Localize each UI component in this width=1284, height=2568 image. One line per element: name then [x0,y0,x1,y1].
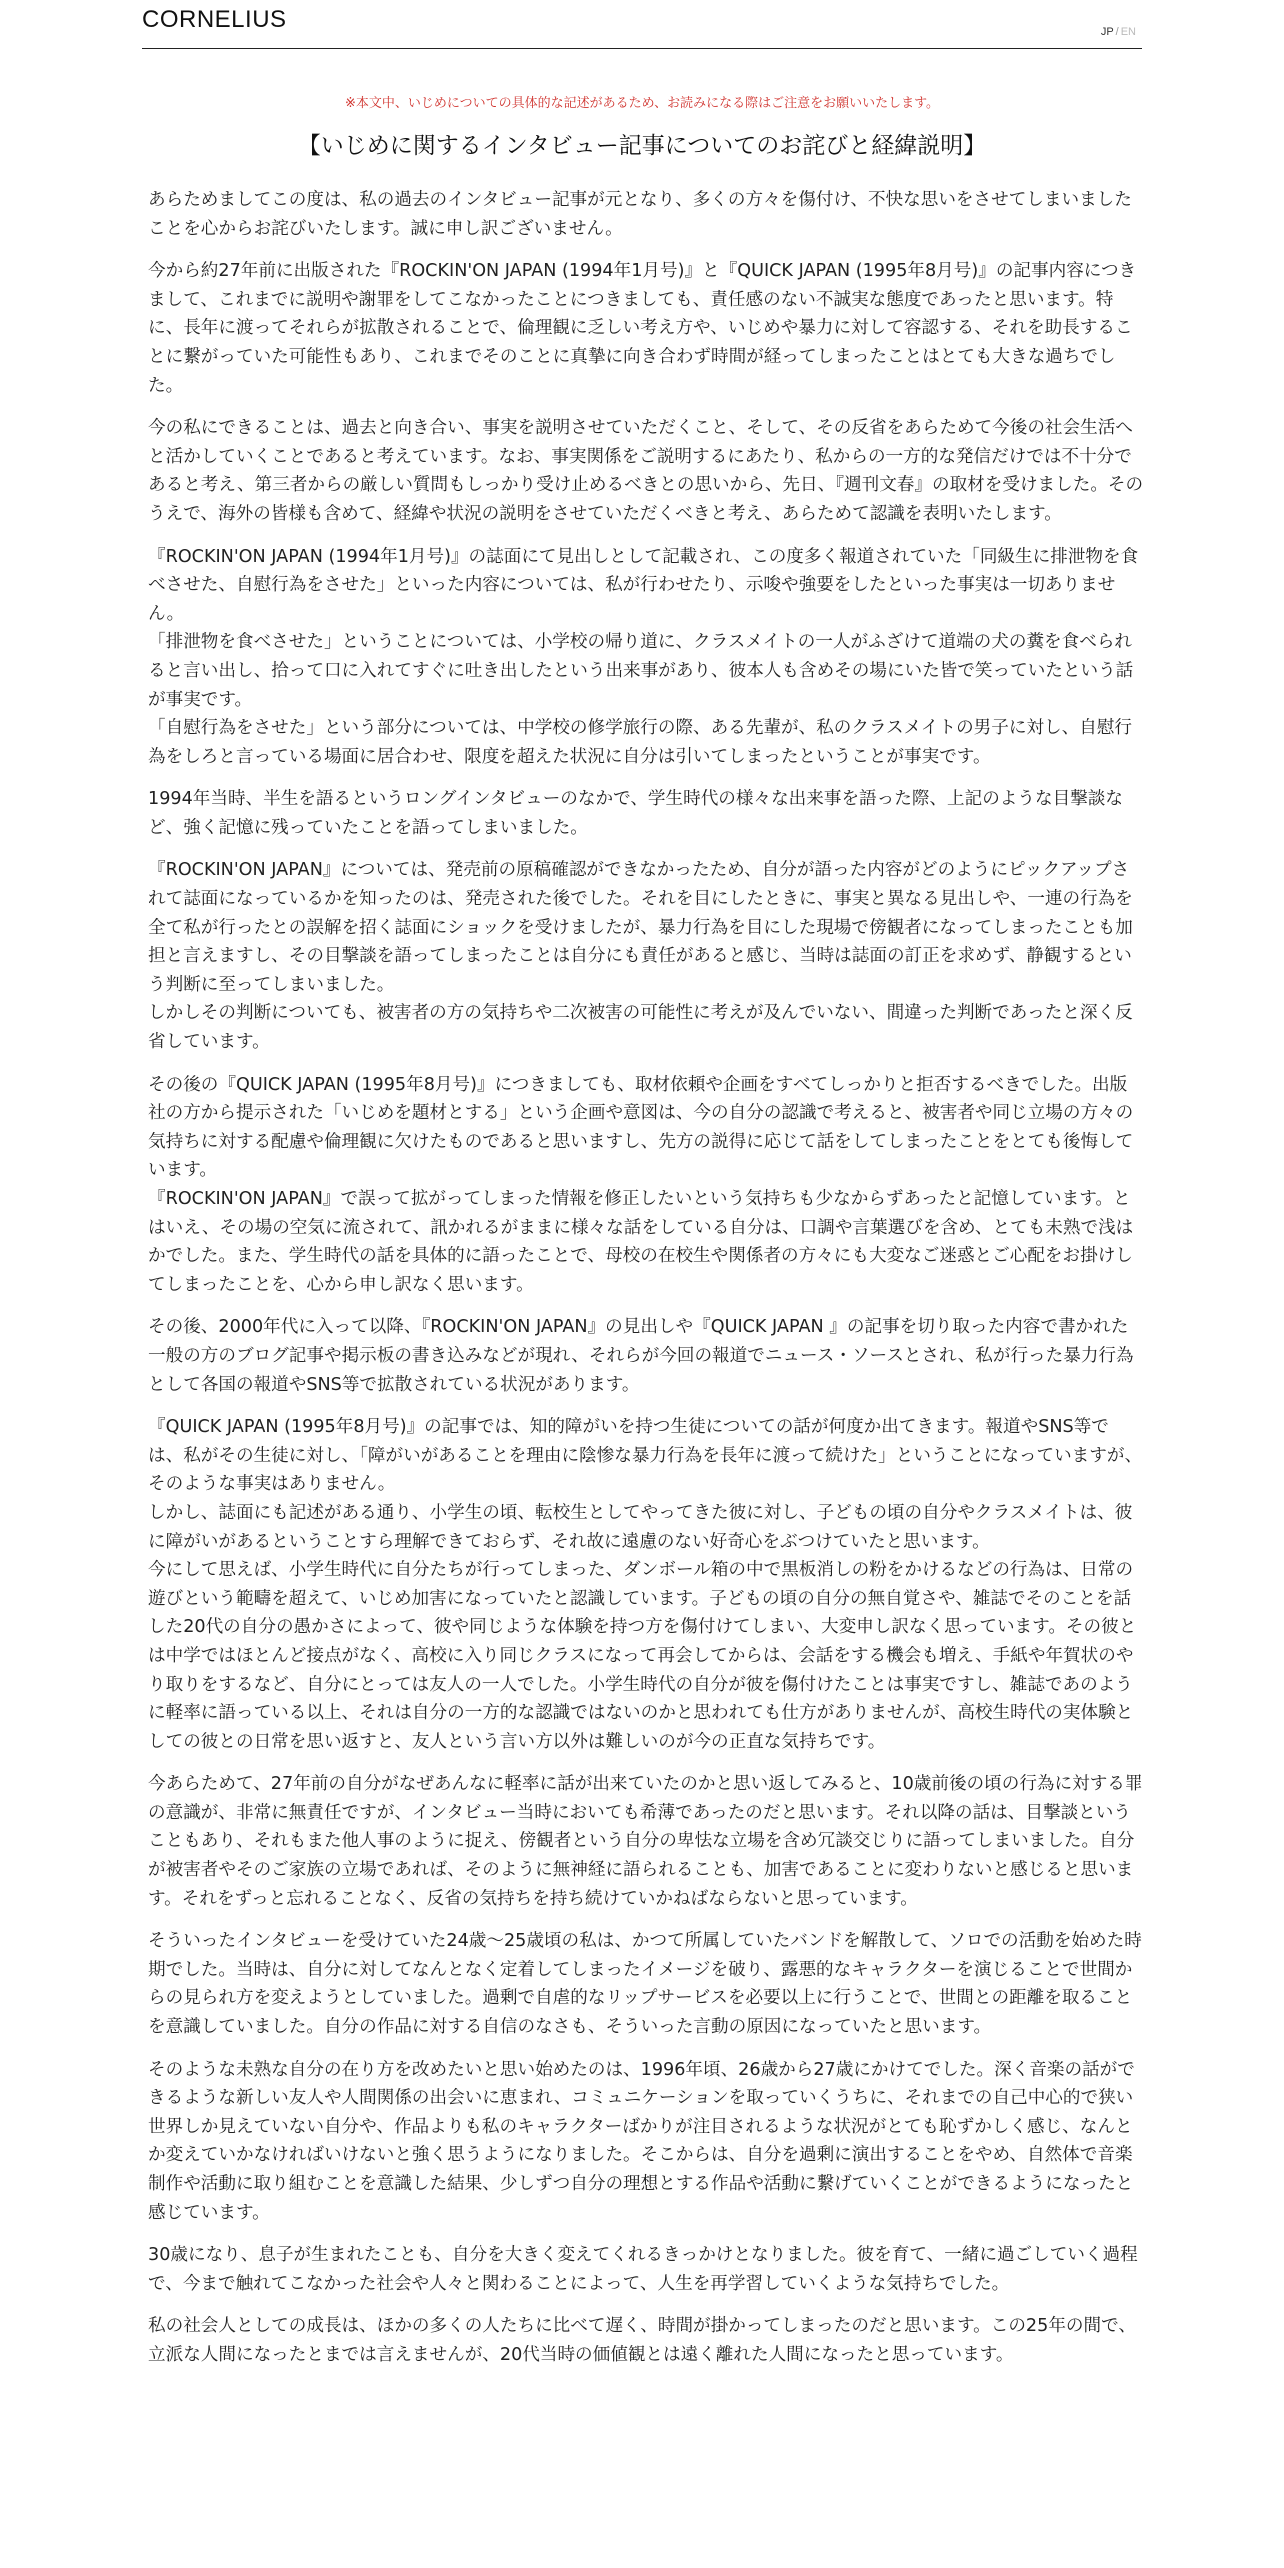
article-body [148,186,1144,2384]
site-logo[interactable]: CORNELIUS [142,6,287,33]
article-paragraph: 今あらためて、27年前の自分がなぜあんなに軽率に話が出来ていたのかと思い返してみると、10歳前後の頃の行為に対する罪の意識が、非常に無責任ですが、インタビュー当時においても希薄であったのだと思います。それ以降の話は、目撃談ということもあり、それもまた他人事のように捉え、傍観者という自分の卑怯な立場を含め冗談交じりに語ってしまいました。自分が被害者やそのご家族の立場であれば、そのように無神経に語られることも、加害であることに変わりないと感じると思います。それをずっと忘れることなく、反省の気持ちを持ち続けていかねばならないと思っています。 [148,1774,1143,1909]
site-header [142,0,1142,49]
article-paragraph: 『ROCKIN'ON JAPAN』については、発売前の原稿確認ができなかったため、自分が語った内容がどのようにピックアップされて誌面になっているかを知ったのは、発売された後でした。それを目にしたときに、事実と異なる見出しや、一連の行為を全て私が行ったとの誤解を招く誌面にショックを受けましたが、暴力行為を目にした現場で傍観者になってしまったことも加担と言えますし、その目撃談を語ってしまったことは自分にも責任があると感じ、当時は誌面の訂正を求めず、静観するという判断に至ってしまいました。 しかしその判断についても、被害者の方の気持ちや二次被害の可能性に考えが及んでいない、間違った判断であったと深く反省しています。 [148,860,1133,1053]
article-paragraph: あらためましてこの度は、私の過去のインタビュー記事が元となり、多くの方々を傷付け、不快な思いをさせてしまいましたことを心からお詫びいたします。誠に申し訳ございません。 [148,190,1132,239]
article-paragraph: 1994年当時、半生を語るというロングインタビューのなかで、学生時代の様々な出来事を語った際、上記のような目撃談など、強く記憶に残っていたことを語ってしまいました。 [148,789,1123,838]
article-paragraph: その後、2000年代に入って以降、『ROCKIN'ON JAPAN』の見出しや『QUICK JAPAN 』の記事を切り取った内容で書かれた一般の方のブログ記事や掲示板の書き込みなどが現れ、それらが今回の報道でニュース・ソースとされ、私が行った暴力行為として各国の報道やSNS等で拡散されている状況があります。 [148,1317,1134,1395]
article-paragraph: 今の私にできることは、過去と向き合い、事実を説明させていただくこと、そして、その反省をあらためて今後の社会生活へと活かしていくことであると考えています。なお、事実関係をご説明するにあたり、私からの一方的な発信だけでは不十分であると考え、第三者からの厳しい質問もしっかり受け止めるべきとの思いから、先日、『週刊文春』の取材を受けました。そのうえで、海外の皆様も含めて、経緯や状況の説明をさせていただくべきと考え、あらためて認識を表明いたします。 [148,418,1144,524]
article-paragraph: 『QUICK JAPAN (1995年8月号)』の記事では、知的障がいを持つ生徒についての話が何度か出てきます。報道やSNS等では、私がその生徒に対し、「障がいがあることを理由に陰惨な暴力行為を長年に渡って続けた」ということになっていますが、そのような事実はありません。 しかし、誌面にも記述がある通り、小学生の頃、転校生としてやってきた彼に対し、子どもの頃の自分やクラスメイトは、彼に障がいがあるということすら理解できておらず、それ故に遠慮のない好奇心をぶつけていたと思います。 今にして思えば、小学生時代に自分たちが行ってしまった、ダンボール箱の中で黒板消しの粉をかけるなどの行為は、日常の遊びという範疇を超えて、いじめ加害になっていたと認識しています。子どもの頃の自分の無自覚さや、雑誌でそのことを話した20代の自分の愚かさによって、彼や同じような体験を持つ方を傷付けてしまい、大変申し訳なく思っています。その彼とは中学ではほとんど接点がなく、高校に入り同じクラスになって再会してからは、会話をする機会も増え、手紙や年賀状のやり取りをするなど、自分にとっては友人の一人でした。小学生時代の自分が彼を傷付けたことは事実ですし、雑誌であのように軽率に語っている以上、それは自分の一方的な認識ではないのかと思われても仕方がありませんが、高校生時代の実体験としての彼との日常を思い返すと、友人という言い方以外は難しいのが今の正直な気持ちです。 [148,1417,1143,1752]
language-switcher [1101,26,1136,38]
page-title: 【いじめに関するインタビュー記事についてのお詫びと経緯説明】 [297,133,987,159]
article-paragraph: 今から約27年前に出版された『ROCKIN'ON JAPAN (1994年1月号)』と『QUICK JAPAN (1995年8月号)』の記事内容につきまして、これまでに説明や謝罪をしてこなかったことにつきましても、責任感のない不誠実な態度であったと思います。特に、長年に渡ってそれらが拡散されることで、倫理観に乏しい考え方や、いじめや暴力に対して容認する、それを助長することに繋がっていた可能性もあり、これまでそのことに真摯に向き合わず時間が経ってしまったことはとても大きな過ちでした。 [148,261,1137,396]
content-warning-notice: ※本文中、いじめについての具体的な記述があるため、お読みになる際はご注意をお願いいたします。 [344,96,940,111]
article-paragraph: 30歳になり、息子が生まれたことも、自分を大きく変えてくれるきっかけとなりました。彼を育て、一緒に過ごしていく過程で、今まで触れてこなかった社会や人々と関わることによって、人生を再学習していくような気持ちでした。 [148,2245,1138,2294]
article-paragraph: その後の『QUICK JAPAN (1995年8月号)』につきましても、取材依頼や企画をすべてしっかりと拒否するべきでした。出版社の方から提示された「いじめを題材とする」という企画や意図は、今の自分の認識で考えると、被害者や同じ立場の方々の気持ちに対する配慮や倫理観に欠けたものであると思いますし、先方の説得に応じて話をしてしまったことをとても後悔しています。 『ROCKIN'ON JAPAN』で誤って拡がってしまった情報を修正したいという気持ちも少なからずあったと記憶しています。とはいえ、その場の空気に流されて、訊かれるがままに様々な話をしている自分は、口調や言葉選びを含め、とても未熟で浅はかでした。また、学生時代の話を具体的に語ったことで、母校の在校生や関係者の方々にも大変なご迷惑とご心配をお掛けしてしまったことを、心から申し訳なく思います。 [148,1074,1134,1295]
article-paragraph: 『ROCKIN'ON JAPAN (1994年1月号)』の誌面にて見出しとして記載され、この度多く報道されていた「同級生に排泄物を食べさせた、自慰行為をさせた」といった内容については、私が行わせたり、示唆や強要をしたといった事実は一切ありません。 「排泄物を食べさせた」ということについては、小学校の帰り道に、クラスメイトの一人がふざけて道端の犬の糞を食べられると言い出し、拾って口に入れてすぐに吐き出したという出来事があり、彼本人も含めその場にいた皆で笑っていたという話が事実です。 「自慰行為をさせた」という部分については、中学校の修学旅行の際、ある先輩が、私のクラスメイトの男子に対し、自慰行為をしろと言っている場面に居合わせ、限度を超えた状況に自分は引いてしまったということが事実です。 [148,546,1139,767]
lang-separator: / [1115,26,1119,38]
article-paragraph: 私の社会人としての成長は、ほかの多くの人たちに比べて遅く、時間が掛かってしまったのだと思います。この25年の間で、立派な人間になったとまでは言えませんが、20代当時の価値観とは遠く離れた人間になったと思っています。 [148,2316,1136,2365]
article-paragraph: そのような未熟な自分の在り方を改めたいと思い始めたのは、1996年頃、26歳から27歳にかけてでした。深く音楽の話ができるような新しい友人や人間関係の出会いに恵まれ、コミュニケーションを取っていくうちに、それまでの自己中心的で狭い世界しか見えていない自分や、作品よりも私のキャラクターばかりが注目されるような状況がとても恥ずかしく感じ、なんとか変えていかなければいけないと強く思うようになりました。そこからは、自分を過剰に演出することをやめ、自然体で音楽制作や活動に取り組むことを意識した結果、少しずつ自分の理想とする作品や活動に繋げていくことができるようになったと感じています。 [148,2059,1135,2223]
lang-jp-link[interactable]: JP [1100,26,1114,38]
article-paragraph: そういったインタビューを受けていた24歳～25歳頃の私は、かつて所属していたバンドを解散して、ソロでの活動を始めた時期でした。当時は、自分に対してなんとなく定着してしまったイメージを破り、露悪的なキャラクターを演じることで世間からの見られ方を変えようとしていました。過剰で自虐的なリップサービスを必要以上に行うことで、世間との距離を取ることを意識していました。自分の作品に対する自信のなさも、そういった言動の原因になっていたと思います。 [148,1931,1142,2038]
lang-en-link[interactable]: EN [1120,26,1136,38]
